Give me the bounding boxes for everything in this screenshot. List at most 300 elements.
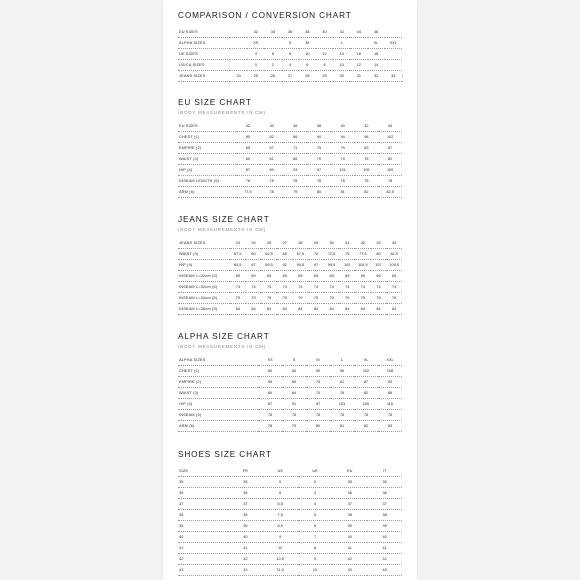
shoes-row-label: 38 [178, 510, 228, 521]
shoes-cell: 36 [332, 488, 367, 499]
jeans-cell: 69 [386, 271, 402, 282]
comparison-row [178, 38, 402, 49]
jeans-cell: 107 [371, 260, 387, 271]
shoes-cell: 39 [367, 521, 402, 532]
jeans-cell: 84 [293, 304, 309, 315]
jeans-cell: 79 [324, 293, 340, 304]
shoes-cell: 5 [298, 510, 333, 521]
jeans-row-label: JEANS SIZES [178, 238, 230, 249]
alpha-row [178, 366, 402, 377]
alpha-title: ALPHA SIZE CHART [178, 332, 270, 341]
eu-cell: 80 [236, 132, 260, 143]
jeans-cell: 75 [339, 249, 355, 260]
jeans-cell: 92 [277, 260, 293, 271]
comparison-cell: 38 [299, 27, 316, 38]
eu-cell: 79 [283, 187, 307, 198]
shoes-row-label: 43 [178, 565, 228, 576]
comparison-cell: 14 [333, 49, 350, 60]
alpha-row-label: CHEST (1) [178, 366, 258, 377]
comparison-cell [385, 60, 402, 71]
eu-cell: 98 [355, 132, 379, 143]
comparison-cell: XL [368, 38, 385, 49]
alpha-cell: 75 [306, 377, 330, 388]
alpha-cell: 80 [258, 366, 282, 377]
shoes-row-label: 41 [178, 543, 228, 554]
comparison-cell: 8 [282, 49, 299, 60]
alpha-cell: XXL [378, 355, 402, 366]
shoes-row-label: 42 [178, 554, 228, 565]
comparison-cell: 12 [316, 49, 333, 60]
eu-row [178, 143, 402, 154]
shoes-cell: 39 [332, 521, 367, 532]
jeans-cell: 84 [246, 304, 262, 315]
comparison-cell: 10 [299, 49, 316, 60]
jeans-cell: 84 [371, 304, 387, 315]
eu-cell: 65 [236, 143, 260, 154]
eu-cell: 82 [355, 187, 379, 198]
alpha-cell: 97 [306, 399, 330, 410]
eu-cell: 44 [378, 121, 402, 132]
shoes-cell: 41 [367, 543, 402, 554]
alpha-cell: 78 [330, 410, 354, 421]
shoes-section [178, 450, 402, 576]
shoes-cell: 36 [367, 488, 402, 499]
eu-row [178, 154, 402, 165]
shoes-cell: 4 [298, 499, 333, 510]
eu-cell: 38 [307, 121, 331, 132]
eu-row-label: INSEAM LENGTH (5) [178, 176, 236, 187]
shoes-cell: 43 [367, 565, 402, 576]
eu-row [178, 187, 402, 198]
jeans-cell: 74 [339, 282, 355, 293]
comparison-cell: 2 [264, 60, 281, 71]
jeans-cell: 29 [308, 238, 324, 249]
shoes-row-label: 37 [178, 499, 228, 510]
jeans-cell: 84 [355, 304, 371, 315]
comparison-row-label: US/CA SIZES [178, 60, 230, 71]
shoes-cell: 9 [298, 554, 333, 565]
shoes-row [178, 532, 402, 543]
eu-cell: 93 [283, 165, 307, 176]
eu-cell: 97 [307, 165, 331, 176]
eu-cell: 74 [331, 154, 355, 165]
comparison-cell [264, 38, 281, 49]
shoes-cell: 42 [228, 554, 263, 565]
comparison-cell: 6 [264, 49, 281, 60]
shoes-row [178, 510, 402, 521]
jeans-cell: 74 [324, 282, 340, 293]
shoes-cell: 38 [228, 510, 263, 521]
eu-table [178, 121, 402, 198]
jeans-row [178, 282, 402, 293]
alpha-row [178, 377, 402, 388]
jeans-cell: 74 [308, 282, 324, 293]
shoes-row [178, 499, 402, 510]
jeans-cell: 74 [246, 282, 262, 293]
eu-cell: 62 [260, 154, 284, 165]
eu-row [178, 132, 402, 143]
alpha-cell: 65 [258, 377, 282, 388]
alpha-row-label: ARM (6) [178, 421, 258, 432]
eu-cell: 94 [331, 132, 355, 143]
comparison-row-label: EU SIZES [178, 27, 230, 38]
jeans-cell: 94,5 [293, 260, 309, 271]
shoes-cell: EU [332, 466, 367, 477]
alpha-cell: 64 [282, 388, 306, 399]
alpha-row [178, 399, 402, 410]
shoes-cell: 10 [298, 565, 333, 576]
jeans-cell: 79 [261, 293, 277, 304]
jeans-cell: 30 [324, 238, 340, 249]
comparison-cell: 44 [350, 27, 367, 38]
alpha-cell: 91 [282, 399, 306, 410]
jeans-cell: 74 [386, 282, 402, 293]
alpha-cell: 93 [378, 377, 402, 388]
shoes-cell: UK [298, 466, 333, 477]
alpha-cell: 76 [330, 388, 354, 399]
comparison-cell [230, 38, 247, 49]
jeans-cell: 25 [246, 238, 262, 249]
alpha-cell: 82 [354, 388, 378, 399]
shoes-cell: 35 [367, 477, 402, 488]
jeans-cell: 74 [277, 282, 293, 293]
eu-cell: 78 [331, 176, 355, 187]
alpha-cell: 70 [306, 388, 330, 399]
shoes-cell: 42 [332, 554, 367, 565]
eu-cell: 75 [307, 143, 331, 154]
shoes-cell: 6 [298, 521, 333, 532]
eu-row [178, 121, 402, 132]
jeans-cell: 28 [293, 238, 309, 249]
jeans-cell: 69 [293, 271, 309, 282]
jeans-cell: 69 [261, 271, 277, 282]
comparison-cell [385, 49, 402, 60]
eu-cell: 101 [331, 165, 355, 176]
eu-title: EU SIZE CHART [178, 98, 252, 107]
alpha-cell: S [282, 355, 306, 366]
jeans-cell: 72,5 [324, 249, 340, 260]
eu-cell: 82 [378, 154, 402, 165]
comparison-cell: XXL [385, 38, 402, 49]
comparison-cell [350, 38, 367, 49]
comparison-cell [230, 27, 247, 38]
jeans-row [178, 293, 402, 304]
jeans-row [178, 304, 402, 315]
eu-cell: 81 [331, 187, 355, 198]
alpha-cell: 78 [354, 410, 378, 421]
jeans-row [178, 249, 402, 260]
eu-cell: 71 [283, 143, 307, 154]
jeans-row-label: HIP (4) [178, 260, 230, 271]
jeans-cell: 84,5 [230, 260, 246, 271]
alpha-row [178, 388, 402, 399]
alpha-cell: 102 [354, 366, 378, 377]
eu-cell: 83 [355, 143, 379, 154]
comparison-cell: 8 [316, 60, 333, 71]
jeans-cell: 62,5 [261, 249, 277, 260]
jeans-cell: 69 [324, 271, 340, 282]
jeans-cell: 79 [355, 293, 371, 304]
jeans-row-label: WAIST (3) [178, 249, 230, 260]
jeans-cell: 102 [339, 260, 355, 271]
shoes-cell: 6 [263, 488, 298, 499]
comparison-cell: 0 [247, 60, 264, 71]
comparison-cell: 33 [385, 71, 402, 82]
alpha-cell: 60 [258, 388, 282, 399]
comparison-cell: 29 [316, 71, 333, 82]
jeans-cell: 79 [246, 293, 262, 304]
eu-cell: 66 [283, 154, 307, 165]
shoes-row-label: SIZE [178, 466, 228, 477]
jeans-cell: 33 [371, 238, 387, 249]
alpha-cell: 80 [306, 421, 330, 432]
jeans-cell: 79 [371, 293, 387, 304]
jeans-cell: 84 [230, 304, 246, 315]
shoes-title: SHOES SIZE CHART [178, 450, 272, 459]
jeans-cell: 69 [308, 271, 324, 282]
eu-cell: 34 [260, 121, 284, 132]
eu-cell: 87 [236, 165, 260, 176]
alpha-row-label: EMPIRE (2) [178, 377, 258, 388]
jeans-cell: 79 [293, 293, 309, 304]
comparison-table [178, 27, 402, 82]
jeans-cell: 84 [339, 304, 355, 315]
eu-cell: 105 [355, 165, 379, 176]
jeans-cell: 69 [371, 271, 387, 282]
alpha-cell: 84 [282, 366, 306, 377]
eu-cell: 70 [307, 154, 331, 165]
shoes-row-label: 39 [178, 521, 228, 532]
jeans-section [178, 215, 402, 315]
eu-cell: 109 [378, 165, 402, 176]
comparison-cell: 4 [247, 49, 264, 60]
jeans-subtitle: (BODY MEASUREMENTS IN CM) [178, 227, 266, 232]
comparison-cell [230, 60, 247, 71]
eu-cell: 78 [378, 176, 402, 187]
comparison-cell: 32 [368, 71, 385, 82]
jeans-cell: 79 [339, 293, 355, 304]
shoes-cell: 42 [367, 554, 402, 565]
shoes-cell: 10 [263, 543, 298, 554]
alpha-row [178, 355, 402, 366]
jeans-cell: 26 [261, 238, 277, 249]
alpha-cell: 81 [330, 377, 354, 388]
comparison-cell: 36 [282, 27, 299, 38]
jeans-cell: 84 [277, 304, 293, 315]
eu-row-label: EMPIRE (2) [178, 143, 236, 154]
shoes-cell: 8,5 [263, 521, 298, 532]
comparison-cell: 30 [333, 71, 350, 82]
shoes-cell: 40 [228, 532, 263, 543]
jeans-row-label: INSEAM L=34cm (5) [178, 293, 230, 304]
shoes-cell: 7,5 [263, 510, 298, 521]
shoes-cell: 37 [228, 499, 263, 510]
eu-cell: 78 [355, 176, 379, 187]
shoes-row-label: 36 [178, 488, 228, 499]
eu-row-label: HIP (4) [178, 165, 236, 176]
shoes-cell: 41 [332, 543, 367, 554]
jeans-cell: 32 [355, 238, 371, 249]
comparison-cell: L [333, 38, 350, 49]
eu-cell: 42 [355, 121, 379, 132]
alpha-subtitle: (BODY MEASUREMENTS IN CM) [178, 344, 266, 349]
eu-row [178, 176, 402, 187]
shoes-cell: 3 [298, 488, 333, 499]
shoes-cell: 36 [228, 488, 263, 499]
jeans-cell: 24 [230, 238, 246, 249]
alpha-row-label: HIP (4) [178, 399, 258, 410]
alpha-cell: 78 [378, 410, 402, 421]
alpha-cell: 115 [378, 399, 402, 410]
eu-cell: 78 [355, 154, 379, 165]
comparison-cell: 26 [264, 71, 281, 82]
eu-cell: 78 [283, 176, 307, 187]
jeans-cell: 31 [339, 238, 355, 249]
comparison-row [178, 27, 402, 38]
eu-cell: 78 [236, 176, 260, 187]
alpha-cell: 90 [306, 366, 330, 377]
comparison-cell: M [299, 38, 316, 49]
comparison-cell: 4 [282, 60, 299, 71]
eu-cell: 78 [260, 187, 284, 198]
jeans-cell: 69 [339, 271, 355, 282]
comparison-cell: 10 [333, 60, 350, 71]
jeans-cell: 84 [308, 304, 324, 315]
eu-row [178, 165, 402, 176]
comparison-cell: 24 [230, 71, 247, 82]
jeans-cell: 34 [386, 238, 402, 249]
shoes-cell: 43 [228, 565, 263, 576]
comparison-cell [385, 27, 402, 38]
jeans-cell: 69 [277, 271, 293, 282]
comparison-cell: XS [247, 38, 264, 49]
alpha-cell: 87 [354, 377, 378, 388]
jeans-cell: 70 [308, 249, 324, 260]
comparison-cell: 12 [350, 60, 367, 71]
alpha-cell: M [306, 355, 330, 366]
shoes-row [178, 466, 402, 477]
shoes-row [178, 488, 402, 499]
alpha-cell: 78 [258, 421, 282, 432]
alpha-cell: 87 [258, 399, 282, 410]
comparison-cell: 42 [333, 27, 350, 38]
eu-cell: 86 [283, 132, 307, 143]
comparison-row [178, 71, 402, 82]
comparison-cell: 32 [247, 27, 264, 38]
jeans-cell: 99,5 [324, 260, 340, 271]
eu-cell: 36 [283, 121, 307, 132]
shoes-cell: 7 [298, 532, 333, 543]
jeans-cell: 89,5 [261, 260, 277, 271]
shoes-row [178, 554, 402, 565]
comparison-section [178, 11, 402, 82]
jeans-cell: 84 [386, 304, 402, 315]
jeans-cell: 82,5 [386, 249, 402, 260]
eu-cell: 32 [236, 121, 260, 132]
comparison-cell: 28 [299, 71, 316, 82]
eu-row-label: EU SIZES [178, 121, 236, 132]
shoes-cell: 43 [332, 565, 367, 576]
jeans-row-label: INSEAM L=36cm (5) [178, 304, 230, 315]
shoes-cell: 6,5 [263, 499, 298, 510]
shoes-row-label: 35 [178, 477, 228, 488]
jeans-cell: 74 [355, 282, 371, 293]
alpha-table [178, 355, 402, 432]
alpha-cell: 96 [330, 366, 354, 377]
alpha-row [178, 421, 402, 432]
comparison-cell: 40 [316, 27, 333, 38]
eu-row-label: CHEST (1) [178, 132, 236, 143]
shoes-cell: US [263, 466, 298, 477]
jeans-cell: 69 [355, 271, 371, 282]
comparison-cell [230, 49, 247, 60]
shoes-cell: 39 [228, 521, 263, 532]
eu-cell: 40 [331, 121, 355, 132]
shoes-cell: 41 [228, 543, 263, 554]
comparison-cell: 14 [368, 60, 385, 71]
shoes-cell: FR [228, 466, 263, 477]
shoes-cell: 38 [367, 510, 402, 521]
eu-cell: 60 [236, 154, 260, 165]
alpha-row-label: ALPHA SIZES [178, 355, 258, 366]
eu-cell: 78 [260, 176, 284, 187]
alpha-cell: 79 [282, 421, 306, 432]
jeans-cell: 74 [293, 282, 309, 293]
jeans-cell: 79 [277, 293, 293, 304]
jeans-cell: 74 [261, 282, 277, 293]
eu-cell: 89 [260, 165, 284, 176]
alpha-row-label: WAIST (3) [178, 388, 258, 399]
alpha-cell: 81 [330, 421, 354, 432]
jeans-row [178, 260, 402, 271]
shoes-row-label: 40 [178, 532, 228, 543]
jeans-row [178, 238, 402, 249]
eu-section [178, 98, 402, 198]
eu-subtitle: (BODY MEASUREMENTS IN CM) [178, 110, 266, 115]
jeans-cell: 65 [277, 249, 293, 260]
jeans-table [178, 238, 402, 315]
jeans-cell: 74 [371, 282, 387, 293]
jeans-cell: 84 [324, 304, 340, 315]
jeans-cell: 79 [230, 293, 246, 304]
comparison-cell [316, 38, 333, 49]
jeans-cell: 104,5 [355, 260, 371, 271]
shoes-cell: 38 [332, 510, 367, 521]
shoes-cell: 11,5 [263, 565, 298, 576]
shoes-cell: 8 [298, 543, 333, 554]
jeans-cell: 57,5 [230, 249, 246, 260]
jeans-cell: 109,5 [386, 260, 402, 271]
shoes-cell: 9 [263, 532, 298, 543]
shoes-cell: 40 [367, 532, 402, 543]
comparison-row [178, 60, 402, 71]
comparison-row-label: UK SIZES [178, 49, 230, 60]
jeans-cell: 87 [246, 260, 262, 271]
shoes-cell: IT [367, 466, 402, 477]
shoes-cell: 35 [228, 477, 263, 488]
size-guide-page [163, 0, 417, 580]
shoes-cell: 37 [367, 499, 402, 510]
comparison-cell: 6 [299, 60, 316, 71]
alpha-cell: 78 [258, 410, 282, 421]
shoes-cell: 5 [263, 477, 298, 488]
shoes-row [178, 565, 402, 576]
shoes-cell: 10,5 [263, 554, 298, 565]
jeans-cell: 27 [277, 238, 293, 249]
jeans-cell: 77,5 [355, 249, 371, 260]
shoes-row [178, 521, 402, 532]
jeans-row-label: INSEAM L=32cm (5) [178, 271, 230, 282]
